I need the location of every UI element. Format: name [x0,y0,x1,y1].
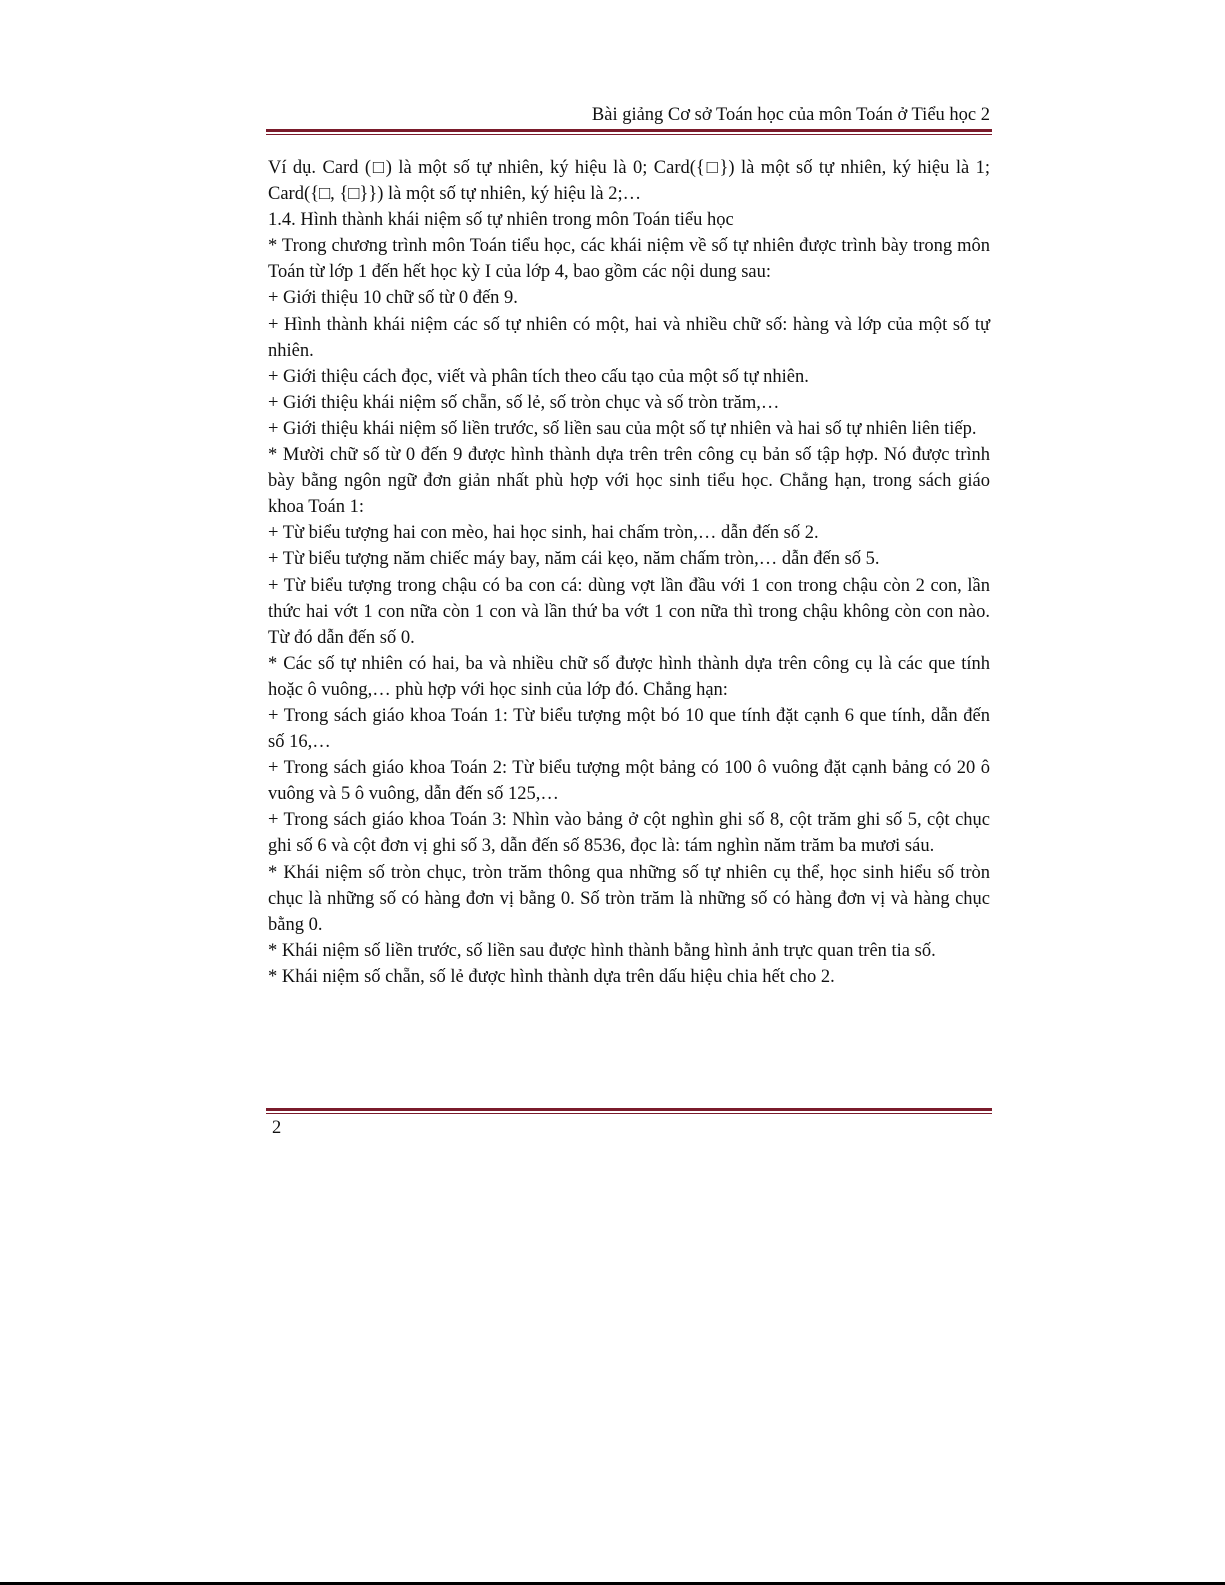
footer-divider [266,1108,992,1114]
header-divider [266,129,992,135]
paragraph: * Trong chương trình môn Toán tiểu học, các khái niệm về số tự nhiên được trình bày trong môn Toán từ lớp 1 đến hết học kỳ I của lớp 4, bao gồm các nội dung sau: [268,236,990,283]
list-item: + Hình thành khái niệm các số tự nhiên có một, hai và nhiều chữ số: hàng và lớp của một số tự nhiên. [268,314,990,361]
paragraph: * Các số tự nhiên có hai, ba và nhiều chữ số được hình thành dựa trên công cụ là các que tính hoặc ô vuông,… phù hợp với học sinh của lớp đó. Chẳng hạn: [268,653,990,700]
section-heading: 1.4. Hình thành khái niệm số tự nhiên trong môn Toán tiểu học [268,210,734,231]
document-body [268,155,990,990]
page-number: 2 [272,1118,282,1138]
paragraph: * Khái niệm số tròn chục, tròn trăm thông qua những số tự nhiên cụ thể, học sinh hiểu số tròn chục là những số có hàng đơn vị bằng 0. Số tròn trăm là những số có hàng đơn vị và hàng chục bằng 0. [268,862,990,935]
list-item: + Trong sách giáo khoa Toán 3: Nhìn vào bảng ở cột nghìn ghi số 8, cột trăm ghi số 5, cột chục ghi số 6 và cột đơn vị ghi số 3, dẫn đến số 8536, đọc là: tám nghìn năm trăm ba mươi sáu. [268,810,990,857]
list-item: + Giới thiệu khái niệm số liền trước, số liền sau của một số tự nhiên và hai số tự nhiên liên tiếp. [268,418,977,439]
list-item: + Giới thiệu khái niệm số chẵn, số lẻ, số tròn chục và số tròn trăm,… [268,392,780,413]
paragraph-example: Ví dụ. Card (□) là một số tự nhiên, ký hiệu là 0; Card({□}) là một số tự nhiên, ký hiệu là 1; Card({□, {□}}) là một số tự nhiên, ký hiệu là 2;… [268,158,990,205]
list-item: + Từ biểu tượng năm chiếc máy bay, năm cái kẹo, năm chấm tròn,… dẫn đến số 5. [268,549,880,570]
paragraph: * Khái niệm số liền trước, số liền sau được hình thành bằng hình ảnh trực quan trên tia số. [268,940,936,961]
list-item: + Trong sách giáo khoa Toán 2: Từ biểu tượng một bảng có 100 ô vuông đặt cạnh bảng có 20 ô vuông và 5 ô vuông, dẫn đến số 125,… [268,758,990,805]
list-item: + Trong sách giáo khoa Toán 1: Từ biểu tượng một bó 10 que tính đặt cạnh 6 que tính, dẫn đến số 16,… [268,705,990,753]
list-item: + Giới thiệu cách đọc, viết và phân tích theo cấu tạo của một số tự nhiên. [268,366,809,387]
paragraph: * Khái niệm số chẵn, số lẻ được hình thành dựa trên dấu hiệu chia hết cho 2. [268,966,835,987]
page-header-title: Bài giảng Cơ sở Toán học của môn Toán ở Tiểu học 2 [591,105,990,125]
footer-divider-thin [266,1113,992,1114]
list-item: + Từ biểu tượng hai con mèo, hai học sinh, hai chấm tròn,… dẫn đến số 2. [268,523,819,544]
paragraph: * Mười chữ số từ 0 đến 9 được hình thành dựa trên trên công cụ bản số tập hợp. Nó được trình bày bằng ngôn ngữ đơn giản nhất phù hợp với học sinh tiểu học. Chẳng hạn, trong sách giáo khoa Toán 1: [268,445,990,518]
list-item: + Giới thiệu 10 chữ số từ 0 đến 9. [268,288,518,309]
header-divider-thin [266,134,992,135]
list-item: + Từ biểu tượng trong chậu có ba con cá: dùng vợt lần đầu với 1 con trong chậu còn 2 con, lần thức hai vớt 1 con nữa còn 1 con và lần thứ ba vớt 1 con nữa thì trong chậu không còn con nào. Từ đó dẫn đến số 0. [268,575,990,648]
